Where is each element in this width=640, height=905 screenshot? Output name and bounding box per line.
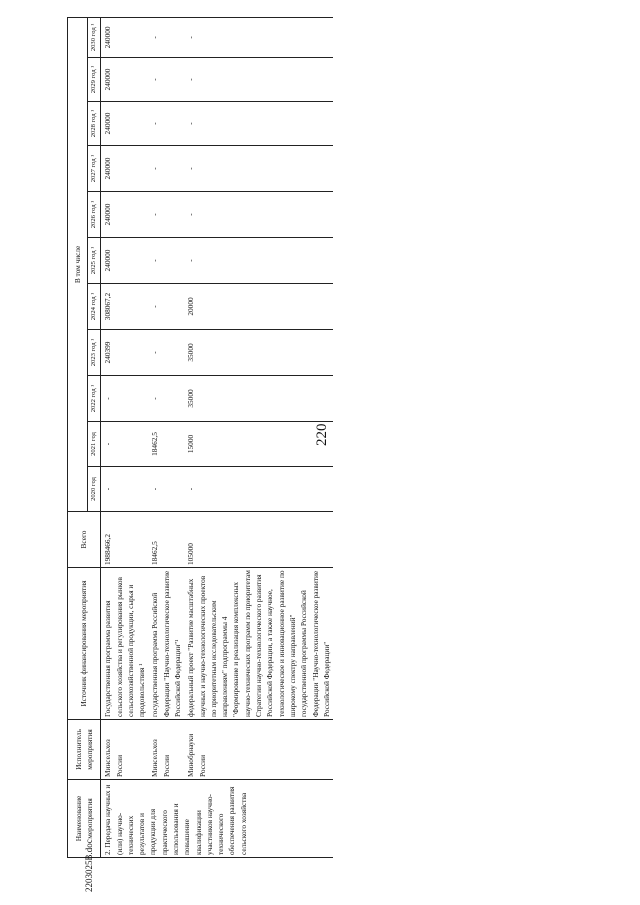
activity-name: 2. Передача научных и (или) научно-технических результатов и продукции для практического использования и повышение квалификации участников научно-технического обеспечения развития сельского хозяйства [101,780,333,858]
year-2024: 2024 год ¹ [88,284,101,330]
year-2027: 2027 год ¹ [88,146,101,192]
executor-cell: Минобрнауки России [184,720,333,780]
value-cell: - [148,192,184,238]
value-cell: 35000 [184,376,333,422]
value-cell: - [101,467,149,512]
value-cell: - [184,146,333,192]
header-total: Всего [68,512,101,568]
total-cell: 18462,5 [148,512,184,568]
value-cell: - [148,58,184,102]
year-2030: 2030 год ¹ [88,17,101,57]
total-cell: 105000 [184,512,333,568]
total-cell: 1988466,2 [101,512,149,568]
value-cell: - [148,284,184,330]
value-cell: - [148,330,184,376]
financing-table [67,17,333,858]
value-cell: - [184,17,333,57]
year-2028: 2028 год ¹ [88,102,101,146]
year-2026: 2026 год ¹ [88,192,101,238]
year-2020: 2020 год [88,467,101,512]
value-cell: - [184,238,333,284]
table-row [184,17,333,857]
value-cell: - [148,102,184,146]
year-2029: 2029 год ¹ [88,58,101,102]
year-2021: 2021 год [88,422,101,467]
value-cell: - [101,376,149,422]
value-cell: 240000 [101,58,149,102]
rotated-table-container [67,18,579,858]
value-cell: 240000 [101,17,149,57]
value-cell: - [148,238,184,284]
value-cell: 240399 [101,330,149,376]
table-row [148,17,184,857]
value-cell: - [184,58,333,102]
executor-cell: Минсельхоз России [148,720,184,780]
value-cell: 15000 [184,422,333,467]
year-2023: 2023 год ¹ [88,330,101,376]
value-cell: 35000 [184,330,333,376]
value-cell: 240000 [101,102,149,146]
value-cell: - [148,467,184,512]
value-cell: - [184,467,333,512]
year-2022: 2022 год ¹ [88,376,101,422]
header-name: Наименование мероприятия [68,780,101,858]
header-executor: Исполнитель мероприятия [68,720,101,780]
source-cell: федеральный проект "Развитие масштабных научных и научно-технологических проектов по приоритетным исследовательским направлениям" подпрограммы 4 "Формирование и реализация комплексных научно-технических программ по приоритетам Стратегии научно-технологического развития Российской Федерации, а также научное, технологическое и инновационное развитие по широкому спектру направлений" государственной программы Российской Федерации "Научно-технологическое развитие Российской Федерации" [184,568,333,720]
value-cell: - [101,422,149,467]
table-row [101,17,149,857]
value-cell: - [184,192,333,238]
value-cell: - [184,102,333,146]
value-cell: - [148,376,184,422]
value-cell: 240000 [101,146,149,192]
value-cell: - [148,17,184,57]
source-cell: государственная программа Российской Федерации "Научно-технологическое развитие Российской Федерации"¹ [148,568,184,720]
value-cell: 20000 [184,284,333,330]
value-cell: 240000 [101,238,149,284]
value-cell: - [148,146,184,192]
header-source: Источник финансирования мероприятия [68,568,101,720]
executor-cell: Минсельхоз России [101,720,149,780]
value-cell: 18462,5 [148,422,184,467]
document-filename: 2203025B.doc [84,839,94,892]
page-number: 220 [314,423,330,446]
source-cell: Государственная программа развития сельского хозяйства и регулирования рынков сельскохозяйственной продукции, сырья и продовольствия ¹ [101,568,149,720]
year-2025: 2025 год ¹ [88,238,101,284]
header-including: В том числе [68,17,88,511]
value-cell: 240000 [101,192,149,238]
value-cell: 308067,2 [101,284,149,330]
